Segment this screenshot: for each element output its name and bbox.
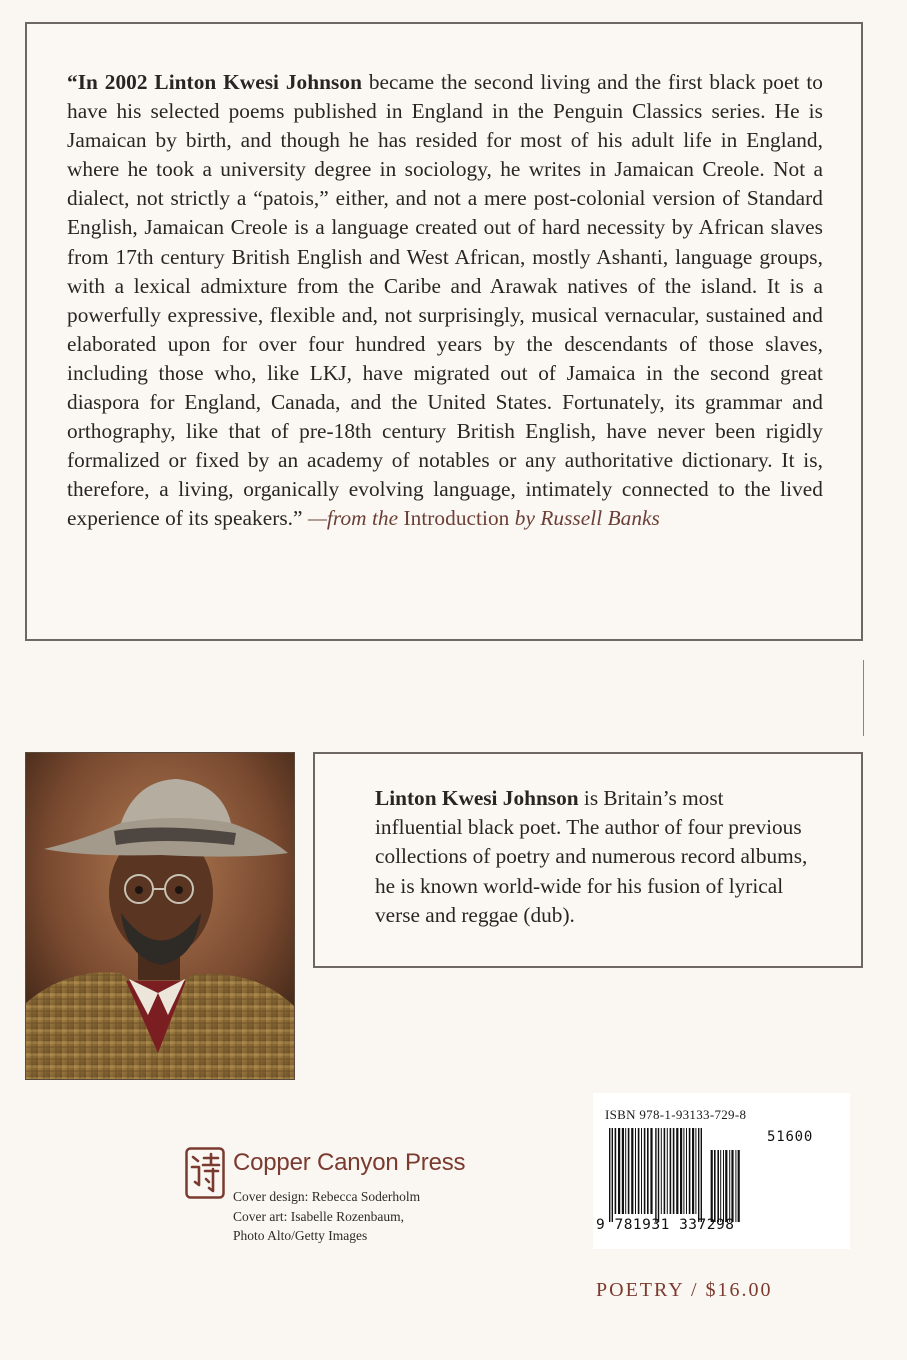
- author-photo: [25, 752, 295, 1080]
- barcode-bar: [717, 1150, 719, 1222]
- barcode-bar: [664, 1128, 666, 1214]
- barcode-bar: [683, 1128, 684, 1214]
- credit-line: Photo Alto/Getty Images: [233, 1228, 368, 1244]
- barcode-bar: [667, 1128, 668, 1214]
- barcode-bar: [628, 1128, 630, 1214]
- barcode-bar: [701, 1128, 702, 1222]
- quote-body: became the second living and the first black poet to have his selected poems published in England in the Penguin Classics series. He is Jamaican by birth, and though he has resided for most of his adult life in England, where he took a university degree in sociology, he writes in Jamaican Creole. Not a dialect, not strictly a “patois,” either, and not a mere post-colonial version of Standard English, Jamaican Creole is a language created out of hard necessity by African slaves from 17th century British English and West African, mostly Ashanti, language groups, with a lexical admixture from the Caribe and Arawak natives of the island. It is a powerfully expressive, flexible and, not surprisingly, musical vernacular, sustained and elaborated upon for over four hundred years by the descendants of those slaves, including those who, like LKJ, have migrated out of Jamaica in the second great diaspora for England, Canada, and the United States. Fortunately, its grammar and orthography, like that of pre-18th century British English, have never been rigidly formalized or fixed by an academy of notables or any authoritative dictionary. It is, therefore, a living, organically evolving language, intimately connected to the lived experience of its speakers.”: [67, 70, 823, 531]
- barcode-bar: [618, 1128, 620, 1214]
- barcode-bar: [625, 1128, 626, 1214]
- author-name: Linton Kwesi Johnson: [375, 786, 579, 810]
- author-portrait-illustration: [26, 753, 295, 1080]
- barcode-bar: [644, 1128, 646, 1214]
- barcode-digits: 9 781931 337298: [596, 1217, 735, 1233]
- price-code-digits: 51600: [767, 1129, 814, 1145]
- barcode-bar: [612, 1128, 613, 1222]
- attribution-prefix: —from the: [307, 506, 399, 531]
- quote-box: [25, 22, 863, 641]
- barcode-bar: [650, 1128, 652, 1214]
- barcode-bar: [689, 1128, 691, 1214]
- barcode-bar: [686, 1128, 687, 1214]
- barcode-bar: [622, 1128, 624, 1214]
- quote-attribution: [308, 506, 660, 530]
- attribution-work: Introduction: [403, 506, 510, 531]
- barcode-bar: [725, 1150, 727, 1222]
- barcode-bar: [698, 1128, 699, 1222]
- barcode-bar: [615, 1128, 617, 1214]
- barcode-bar: [714, 1150, 716, 1222]
- barcode-bar: [658, 1128, 659, 1222]
- divider-line: [863, 660, 864, 736]
- quote-lead: “In 2002 Linton Kwesi Johnson: [67, 70, 362, 94]
- barcode-bar: [647, 1128, 649, 1214]
- barcode-bar: [641, 1128, 642, 1214]
- barcode-bar: [609, 1128, 610, 1222]
- barcode-bar: [661, 1128, 662, 1214]
- barcode-bar: [680, 1128, 682, 1214]
- publisher-name: Copper Canyon Press: [233, 1149, 466, 1176]
- bio-text: is Britain’s most influential black poet. The author of four previous collections of poetry and numerous record albums, he is known world-wide for his fusion of lyrical verse and reggae (dub).: [375, 786, 808, 927]
- barcode-bar: [731, 1150, 733, 1222]
- barcode-bar: [735, 1150, 736, 1222]
- introduction-quote: [67, 68, 823, 534]
- category-price: POETRY / $16.00: [596, 1279, 773, 1301]
- barcode-bar: [729, 1150, 730, 1222]
- barcode-bar: [738, 1150, 740, 1222]
- attribution-author: by Russell Banks: [514, 506, 660, 531]
- barcode-bar: [723, 1150, 724, 1222]
- barcode-bar: [638, 1128, 640, 1214]
- barcode-bar: [711, 1150, 713, 1222]
- isbn-text: ISBN 978-1-93133-729-8: [605, 1107, 747, 1122]
- author-bio: [375, 784, 815, 930]
- barcode-bar: [673, 1128, 675, 1214]
- credit-line: Cover art: Isabelle Rozenbaum,: [233, 1208, 404, 1224]
- barcode-bar: [720, 1150, 721, 1222]
- credit-line: Cover design: Rebecca Soderholm: [233, 1189, 421, 1204]
- cover-credits: [233, 1187, 420, 1246]
- barcode-bar: [676, 1128, 678, 1214]
- barcode-bar: [655, 1128, 656, 1222]
- barcode-bar: [692, 1128, 694, 1214]
- barcode-bar: [631, 1128, 633, 1214]
- barcode-bar: [635, 1128, 636, 1214]
- author-bio-box: [313, 752, 863, 968]
- barcode-bar: [670, 1128, 672, 1214]
- barcode-bar: [695, 1128, 696, 1214]
- barcode-panel: [593, 1093, 850, 1249]
- poetry-character-seal-icon: [185, 1147, 225, 1199]
